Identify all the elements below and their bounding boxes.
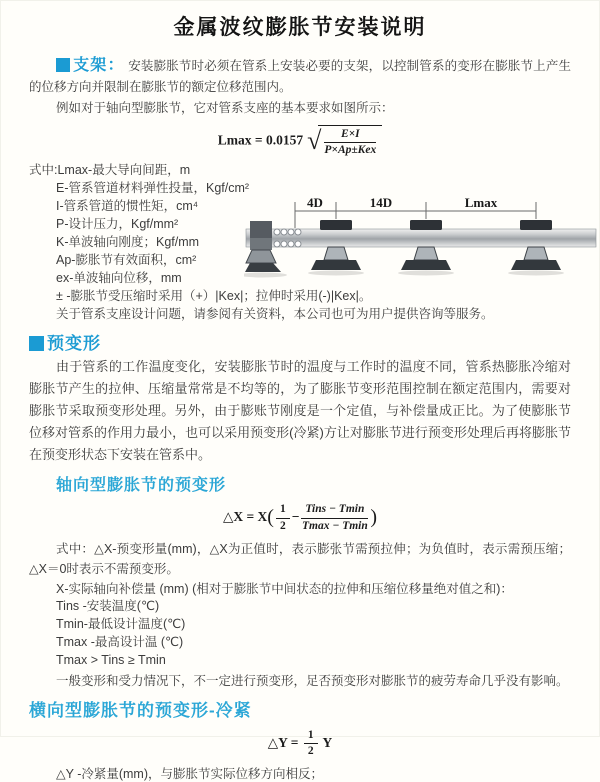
temperature-fraction: $\frac{\text{Tins − Tmin}}{Tmax - Tmin}$ bbox=[302, 503, 368, 532]
axial-note: 一般变形和受力情况下，不一定进行预变形，足否预变形对膨胀节的疲劳寿命几乎没有影响。 bbox=[56, 673, 569, 688]
axial-explain: 式中：△X-预变形量(mm)，△X为正值时，表示膨张节需预拉伸；为负值时，表示需预压缩；△X＝0时表示不需预变形。 bbox=[29, 541, 571, 576]
sqrt-symbol-icon: √ bbox=[307, 126, 322, 156]
lateral-formula-rhs: Y bbox=[322, 734, 333, 750]
temp-line: Tmax > Tins ≥ Tmin bbox=[56, 652, 166, 667]
axial-formula bbox=[29, 503, 571, 532]
dim-label-4d: 4D bbox=[307, 195, 323, 210]
minus-sign: − bbox=[291, 509, 300, 525]
definition-line: 式中:Lmax-最大导向间距，m bbox=[29, 163, 191, 178]
dim-label-lmax: Lmax bbox=[464, 195, 498, 210]
saddle-support bbox=[308, 220, 364, 276]
section-marker-icon bbox=[56, 58, 70, 72]
lateral-heading: 横向型膨胀节的预变形-冷紧 bbox=[29, 700, 252, 720]
pipe-support-diagram bbox=[244, 193, 599, 285]
temp-line: Tmax -最高设计温 (℃) bbox=[56, 634, 184, 649]
definition-line: P-设计压力，Kgf/mm² bbox=[56, 217, 179, 232]
support-intro-text: 安装膨胀节时必须在管系上安装必要的支架，以控制管系的变形在膨胀节上产生的位移方向并限制在膨胀节的额定位移范围内。 bbox=[29, 59, 571, 94]
lmax-formula-lhs: Lmax = 0.0157 bbox=[217, 132, 304, 148]
predeform-paragraph: 由于管系的工作温度变化，安装膨胀节时的温度与工作时的温度不同，管系热膨胀冷缩对膨胀节产生的拉伸、压缩量常常是不均等的，为了膨胀节变形范围控制在额定范围内，需要对膨胀节采取预变形处理。另外，由于膨账节刚度是一个定值，与补偿量成正比。为了使膨胀节位移对管系的作用力最小，也可以采用预变形(冷紧)方让对膨胀节进行预变形处理后再将膨胀节在预变形状态下安装在管系中。 bbox=[29, 359, 571, 463]
open-paren: ( bbox=[267, 506, 274, 529]
half-fraction: $\frac{1}{2}$ bbox=[304, 729, 318, 758]
page-title: 金属波纹膨胀节安装说明 bbox=[173, 16, 427, 39]
definition-line: I-管系管道的惯性矩，cm⁴ bbox=[56, 199, 199, 214]
lmax-formula bbox=[29, 125, 571, 157]
predeform-heading bbox=[29, 329, 571, 354]
sqrt-radicand bbox=[318, 125, 382, 157]
temp-line: Tins -安装温度(℃) bbox=[56, 598, 160, 613]
temp-line: Tmin-最低设计温度(℃) bbox=[56, 616, 186, 631]
axial-formula-lhs: △X = X bbox=[222, 509, 268, 525]
support-intro-paragraph bbox=[29, 55, 571, 98]
definition-line: K-单波轴向刚度；Kgf/mm bbox=[56, 235, 200, 250]
axial-heading: 轴向型膨胀节的预变形 bbox=[56, 477, 227, 495]
saddle-support bbox=[508, 220, 564, 276]
definition-line: ± -膨胀节受压缩时采用（+）|Kex|；拉伸时采用(-)|Kex|。 bbox=[56, 289, 372, 304]
sqrt-fraction bbox=[324, 128, 376, 157]
sqrt-denominator: P×Ap±Kex bbox=[324, 144, 377, 157]
temperature-definitions bbox=[29, 597, 571, 669]
support-example-line: 例如对于轴向型膨胀节，它对管系支座的基本要求如图所示： bbox=[56, 101, 394, 115]
saddle-support bbox=[398, 220, 454, 276]
sqrt-numerator: E×I bbox=[324, 128, 376, 143]
definition-line: 关于管系支座设计问题，请参阅有关资料，本公司也可为用户提供咨询等服务。 bbox=[56, 307, 494, 322]
dim-label-14d: 14D bbox=[369, 195, 393, 210]
predeform-heading-label: 预变形 bbox=[47, 334, 101, 354]
lateral-formula bbox=[29, 729, 571, 758]
definition-line: E-管系管道材料弹性投量，Kgf/cm² bbox=[56, 181, 250, 196]
close-paren: ) bbox=[370, 506, 378, 529]
lateral-y-line: △Y -冷紧量(mm)，与膨胀节实际位移方向相反； bbox=[56, 767, 324, 782]
half-fraction: $\frac{1}{2}$ bbox=[276, 503, 290, 532]
definition-line: ex-单波轴向位移，mm bbox=[56, 271, 182, 286]
support-heading: 支架： bbox=[73, 57, 125, 74]
lateral-formula-lhs: △Y = bbox=[267, 734, 299, 750]
definition-line: Ap-膨胀节有效面积，cm² bbox=[56, 253, 197, 268]
section-marker-icon bbox=[29, 336, 44, 351]
axial-x-line: X-实际轴向补偿量 (mm) (相对于膨胀节中间状态的拉伸和压缩位移量绝对值之和)： bbox=[56, 581, 513, 596]
